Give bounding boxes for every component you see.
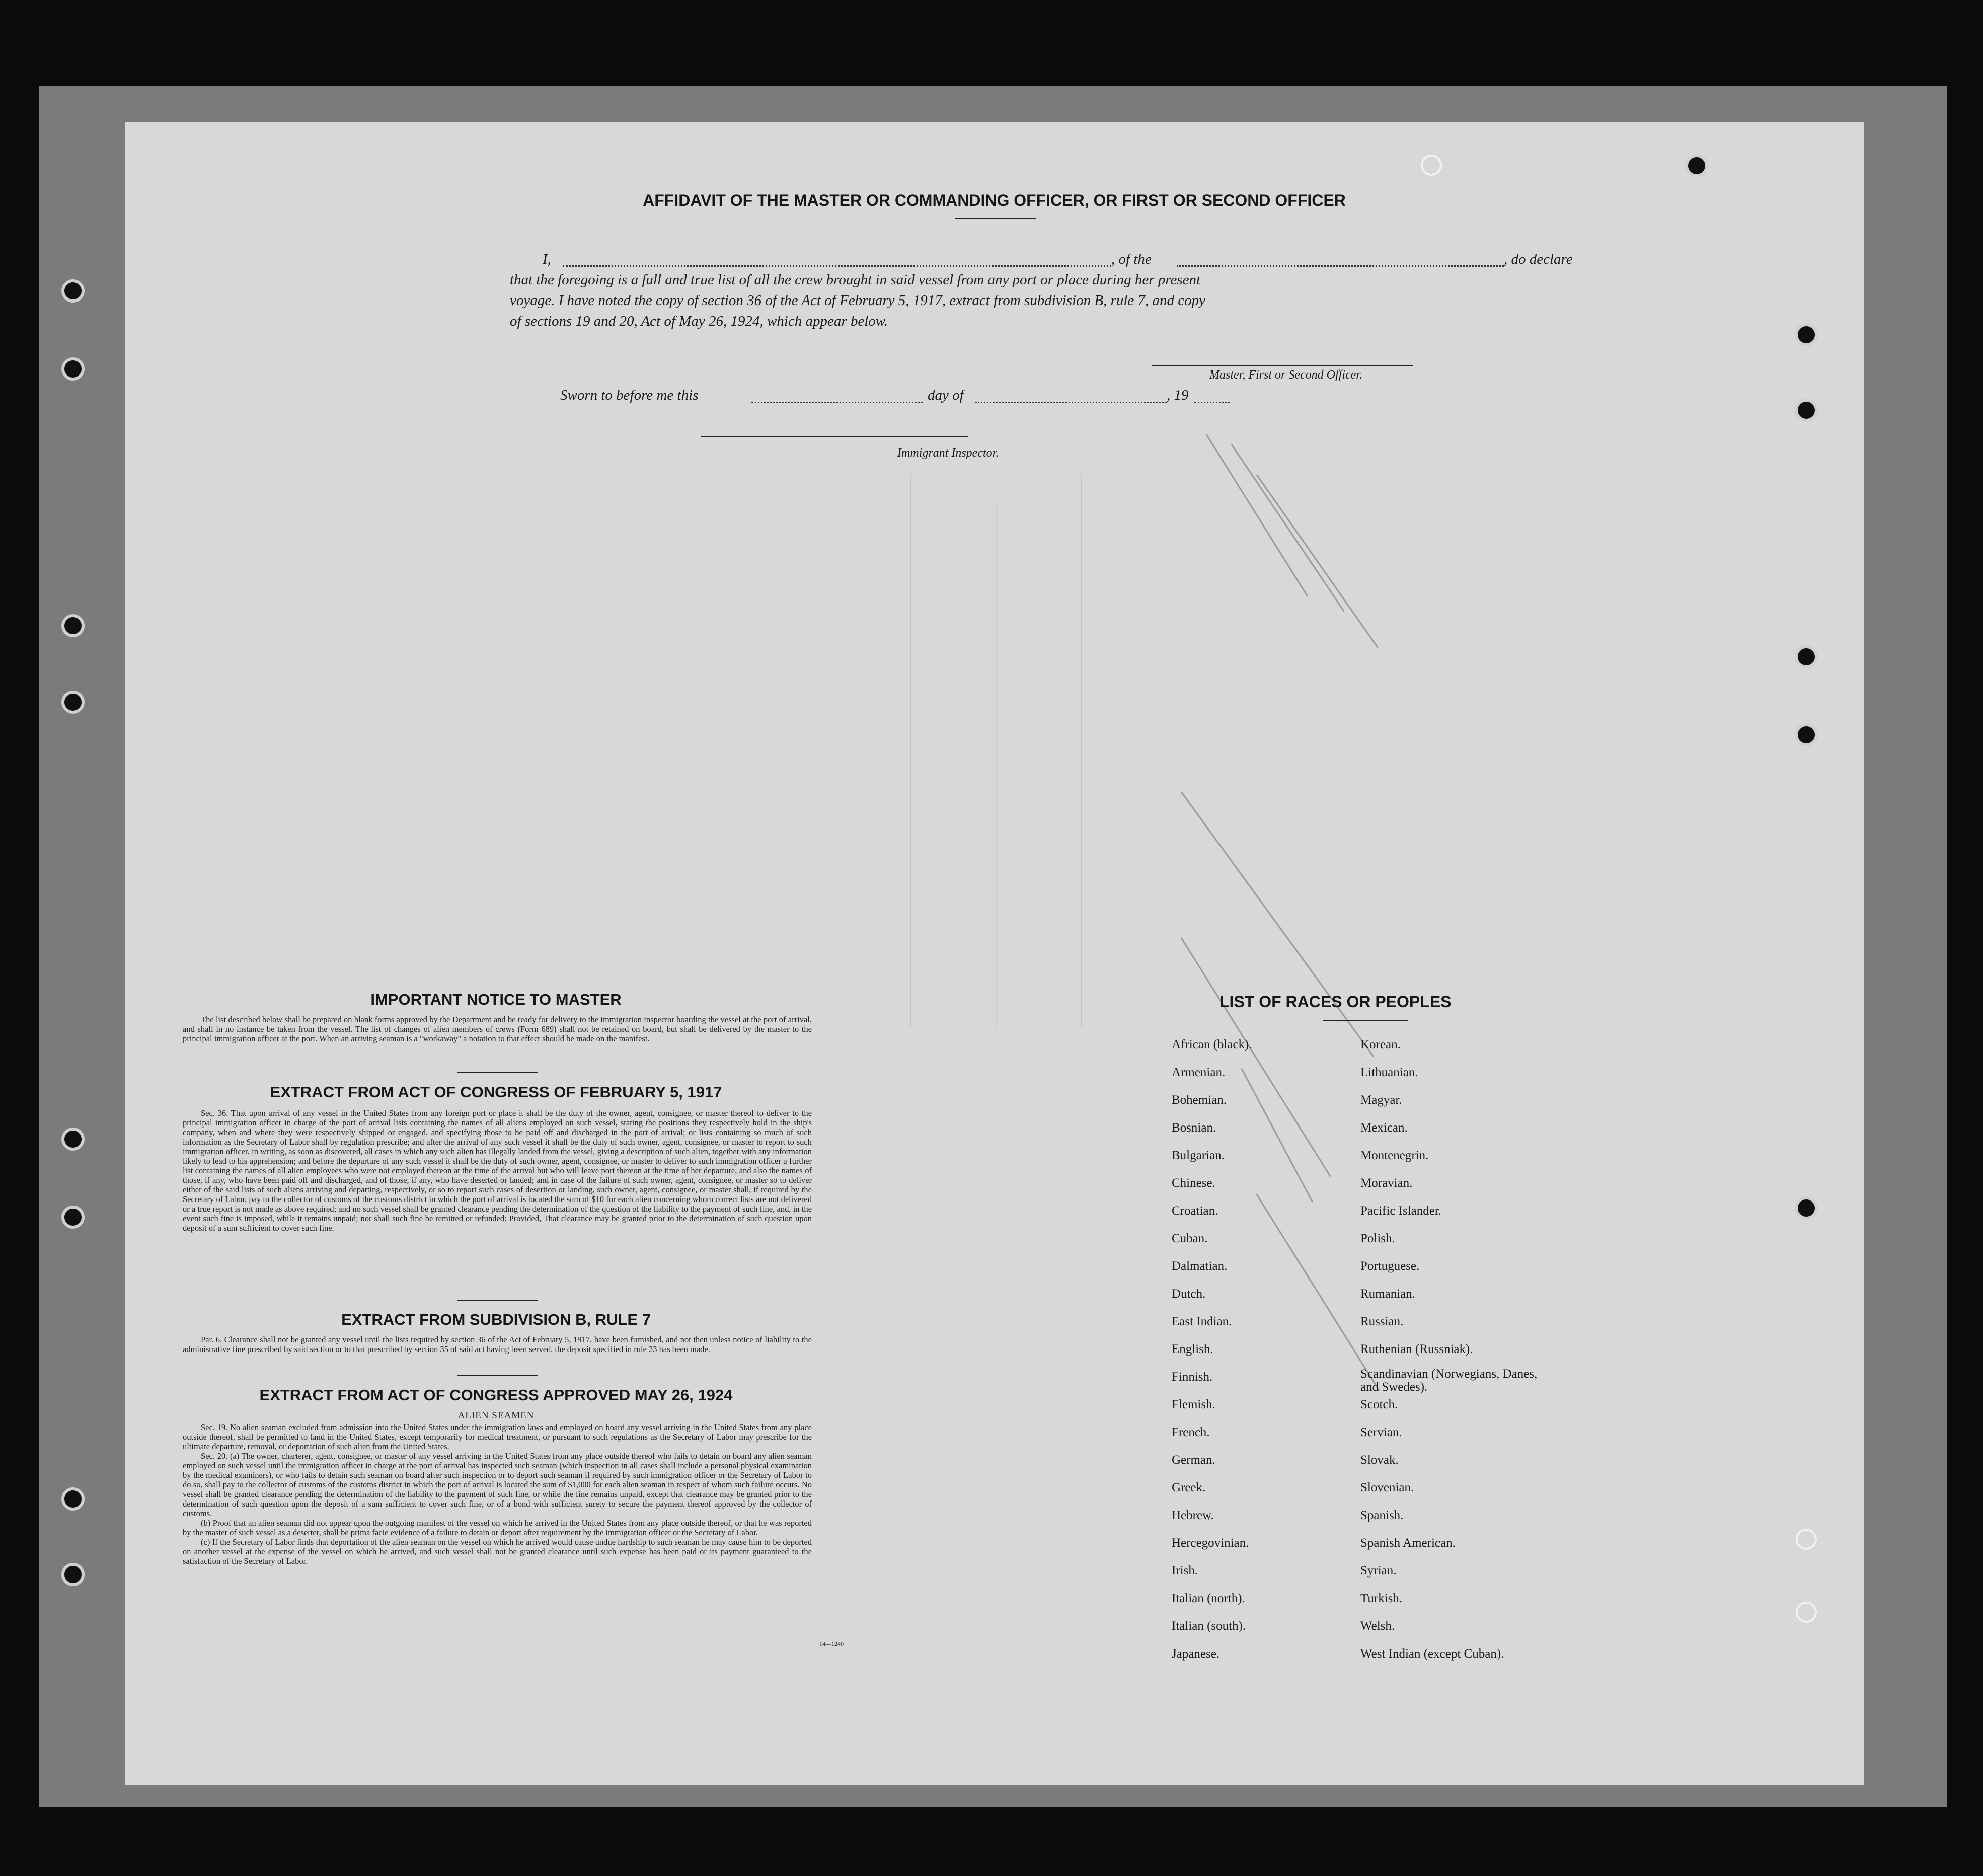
punch-hole (1795, 399, 1818, 422)
race-item: Cuban. (1172, 1232, 1208, 1245)
race-item: French. (1172, 1425, 1210, 1439)
race-item: Hercegovinian. (1172, 1536, 1249, 1550)
rule-7-text (183, 1335, 812, 1354)
sec-20a-paragraph: Sec. 20. (a) The owner, charterer, agent, consignee, or master of any vessel arriving in the United States from any place outside thereof who fails to detain on board any alien seaman employed on such vessel until the immigration officer in charge at the port of arrival has inspected such seaman (which inspection in all cases shall include a personal physical examination by the medical examiners), or who fails to detain such seaman on board after such inspection or to deport such seaman if required by such immigration officer or the Secretary of Labor to do so, shall pay to the collector of customs of the customs district in which the port of arrival is located the sum of $1,000 for each alien seaman in respect of whom such failure occurs. No vessel shall be granted clearance pending the determination of the liability to the payment of such fine, or while the fine remains unpaid, except that clearance may be granted prior to the determination of such question upon the deposit of a sum sufficient to cover such fine, or of a bond with sufficient surety to secure the payment thereof approved by the collector of customs. (183, 1451, 812, 1518)
race-item: Portuguese. (1360, 1259, 1420, 1273)
race-item: Turkish. (1360, 1592, 1403, 1605)
punch-hole (1795, 645, 1818, 668)
race-item: Bosnian. (1172, 1121, 1216, 1135)
punch-hole (1796, 1529, 1817, 1550)
vessel-blank (1177, 265, 1504, 267)
rule-7-title: EXTRACT FROM SUBDIVISION B, RULE 7 (341, 1311, 651, 1328)
master-signature-line (1152, 365, 1413, 366)
name-blank (563, 265, 1111, 267)
race-item: Hebrew. (1172, 1509, 1214, 1522)
sworn-day-of: day of (928, 387, 964, 403)
declaration-line-2: that the foregoing is a full and true list of all the crew brought in said vessel from any port or place during her present (510, 272, 1201, 288)
punch-hole (1795, 723, 1818, 746)
cancellation-stroke (1241, 1068, 1313, 1202)
section-rule (457, 1072, 538, 1073)
sworn-text: Sworn to before me this (560, 387, 699, 403)
race-item: German. (1172, 1453, 1215, 1467)
race-item: Korean. (1360, 1038, 1401, 1052)
race-item: Mexican. (1360, 1121, 1408, 1135)
race-item: Polish. (1360, 1232, 1395, 1245)
race-item: Slovenian. (1360, 1481, 1414, 1494)
sworn-year: , 19 (1167, 387, 1189, 403)
race-item: Finnish. (1172, 1370, 1213, 1384)
section-rule (457, 1300, 538, 1301)
binder-hole (61, 1206, 85, 1229)
bleed-through-line (996, 504, 997, 1028)
extract-1917-text (183, 1108, 812, 1233)
race-item: Dutch. (1172, 1287, 1206, 1301)
cancellation-stroke (1180, 937, 1331, 1177)
sworn-month-blank (975, 402, 1167, 403)
race-item: Lithuanian. (1360, 1066, 1418, 1079)
race-item: Italian (south). (1172, 1619, 1246, 1633)
race-item: Greek. (1172, 1481, 1206, 1494)
punch-hole (1795, 1196, 1818, 1220)
race-item: West Indian (except Cuban). (1360, 1647, 1504, 1661)
race-item: Rumanian. (1360, 1287, 1416, 1301)
affidavit-title: AFFIDAVIT OF THE MASTER OR COMMANDING OFFICER, OR FIRST OR SECOND OFFICER (643, 191, 1346, 209)
punch-hole (1796, 1602, 1817, 1623)
inspector-signature-label: Immigrant Inspector. (897, 446, 999, 460)
race-item: Welsh. (1360, 1619, 1395, 1633)
race-item: Spanish. (1360, 1509, 1404, 1522)
extract-1917-title: EXTRACT FROM ACT OF CONGRESS OF FEBRUARY 5, 1917 (270, 1083, 722, 1101)
binder-hole (61, 691, 85, 714)
declaration-line-4: of sections 19 and 20, Act of May 26, 1924, which appear below. (510, 313, 888, 329)
bleed-through-line (1081, 474, 1082, 1028)
race-item: Bohemian. (1172, 1093, 1227, 1107)
race-item: Servian. (1360, 1425, 1402, 1439)
notice-title: IMPORTANT NOTICE TO MASTER (370, 991, 622, 1008)
declaration-i: I, (543, 251, 551, 267)
section-rule (457, 1375, 538, 1376)
race-item: Armenian. (1172, 1066, 1226, 1079)
race-item: Spanish American. (1360, 1536, 1456, 1550)
sec-20c-paragraph: (c) If the Secretary of Labor finds that deportation of the alien seaman on the vessel on which he arrived would cause undue hardship to such seaman he may cause him to be deported on another vessel at the expense of the vessel on which he arrived, and such vessel shall not be granted clearance until such expense has been paid or its payment guaranteed to the satisfaction of the Secretary of Labor. (183, 1537, 812, 1566)
race-item: Scandinavian (Norwegians, Danes, and Swedes). (1360, 1367, 1538, 1394)
race-item: Bulgarian. (1172, 1149, 1225, 1162)
race-item: Flemish. (1172, 1398, 1215, 1411)
declaration-line-3: voyage. I have noted the copy of section 36 of the Act of February 5, 1917, extract from subdivision B, rule 7, and copy (510, 292, 1206, 309)
alien-seamen-heading: ALIEN SEAMEN (457, 1410, 535, 1421)
declaration-of-the: , of the (1111, 251, 1152, 267)
sworn-day-blank (751, 402, 923, 403)
extract-1924-title: EXTRACT FROM ACT OF CONGRESS APPROVED MAY 26, 1924 (259, 1386, 733, 1404)
form-number: 14—1240 (819, 1640, 844, 1647)
affidavit-sheet (125, 122, 1864, 1785)
sec-19-paragraph: Sec. 19. No alien seaman excluded from admission into the United States under the immigration laws and employed on board any vessel arriving in the United States from any place outside thereof, shall be permitted to land in the United States, except temporarily for medical treatment, or pursuant to such regulations as the Secretary of Labor may prescribe for the ultimate departure, removal, or deportation of such alien from the United States. (183, 1422, 812, 1451)
race-item: English. (1172, 1342, 1213, 1356)
sec-36-paragraph: Sec. 36. That upon arrival of any vessel in the United States from any foreign port or place it shall be the duty of the owner, agent, consignee, or master thereof to deliver to the principal immigration officer in charge of the port of arrival lists containing the names of all aliens employed on such vessel, stating the positions they respectively hold in the ship's company, when and where they were respectively shipped or engaged, and specifying those to be paid off and discharged in the port of arrival; or lists containing so much of such information as the Secretary of Labor shall by regulation prescribe; and after the arrival of any such vessel it shall be the duty of such owner, agent, consignee, or master to report to such immigration officer, in writing, as soon as discovered, all cases in which any such alien has illegally landed from the vessel, giving a description of such alien, together with any information likely to lead to his apprehension; and before the departure of any such vessel it shall be the duty of such owner, agent, consignee, or master to deliver to such immigration officer a further list containing the names of all alien employees who were not employed thereon at the time of the arrival but who will leave port thereon at the time of her departure, and also the names of those, if any, who have been paid off and discharged, and of those, if any, who have deserted or landed; and in case of the failure of such owner, agent, consignee, or master so to deliver either of the said lists of such aliens arriving and departing, respectively, or so to report such cases of desertion or landing, such owner, agent, consignee, or master shall, if required by the Secretary of Labor, pay to the collector of customs of the customs district in which the port of arrival is located the sum of $10 for each alien concerning whom correct lists are not delivered or a true report is not made as above required; and no such vessel shall be granted clearance pending the determination of the question of the liability to the payment of such fine, and, in the event such fine is imposed, while it remains unpaid; nor shall such fine be remitted or refunded: Provided, That clearance may be granted prior to the determination of such question upon deposit of a sum sufficient to cover such fine. (183, 1108, 812, 1233)
cancellation-stroke (1181, 791, 1374, 1057)
race-item: Italian (north). (1172, 1592, 1245, 1605)
race-item: Syrian. (1360, 1564, 1397, 1578)
race-item: Japanese. (1172, 1647, 1220, 1661)
race-item: Chinese. (1172, 1176, 1215, 1190)
par-6-paragraph: Par. 6. Clearance shall not be granted any vessel until the lists required by section 36 of the Act of February 5, 1917, have been furnished, and not then unless notice of liability to the administrative fine prescribed by said section or to that prescribed by section 35 of said act having been served, the deposit specified in rule 23 has been made. (183, 1335, 812, 1354)
inspector-signature-line (701, 436, 968, 437)
extract-1924-text (183, 1422, 812, 1566)
sworn-year-blank (1194, 402, 1230, 403)
races-title: LIST OF RACES OR PEOPLES (1219, 993, 1452, 1011)
cancellation-stroke (1205, 434, 1308, 597)
punch-hole (1685, 154, 1708, 177)
binder-hole (61, 357, 85, 381)
punch-hole (1795, 323, 1818, 346)
binder-hole (61, 1487, 85, 1511)
race-item: Irish. (1172, 1564, 1198, 1578)
binder-hole (61, 1563, 85, 1586)
title-rule (955, 218, 1036, 219)
notice-text (183, 1015, 812, 1043)
race-item: Ruthenian (Russniak). (1360, 1342, 1473, 1356)
cancellation-stroke (1231, 444, 1345, 612)
races-title-rule (1323, 1020, 1408, 1021)
cancellation-stroke (1256, 474, 1379, 648)
race-item: African (black). (1172, 1038, 1252, 1052)
master-signature-label: Master, First or Second Officer. (1209, 368, 1362, 382)
race-item: Scotch. (1360, 1398, 1398, 1411)
race-item: Magyar. (1360, 1093, 1402, 1107)
sec-20b-paragraph: (b) Proof that an alien seaman did not appear upon the outgoing manifest of the vessel on which he arrived in the United States from any place outside thereof, or that he was reported by the master of such vessel as a deserter, shall be prima facie evidence of a failure to detain or deport after requirement by the immigration officer or the Secretary of Labor. (183, 1518, 812, 1537)
race-item: Russian. (1360, 1315, 1404, 1328)
declaration-declare: , do declare (1504, 251, 1573, 267)
binder-hole (61, 279, 85, 303)
binder-hole (61, 1128, 85, 1151)
bleed-through-line (910, 474, 911, 1028)
binder-hole (61, 614, 85, 637)
punch-hole (1421, 155, 1442, 176)
race-item: Moravian. (1360, 1176, 1413, 1190)
notice-paragraph: The list described below shall be prepared on blank forms approved by the Department and be ready for delivery to the immigration inspector boarding the vessel at the port of arrival, and shall in no instance be taken from the vessel. The list of changes of alien members of crews (Form 689) shall not be retained on board, but shall be delivered by the master to the principal immigration officer at the port. When an arriving seaman is a "workaway" a notation to that effect should be made on the manifest. (183, 1015, 812, 1043)
race-item: Dalmatian. (1172, 1259, 1228, 1273)
race-item: Croatian. (1172, 1204, 1218, 1218)
race-item: Pacific Islander. (1360, 1204, 1442, 1218)
race-item: Montenegrin. (1360, 1149, 1429, 1162)
race-item: East Indian. (1172, 1315, 1232, 1328)
race-item: Slovak. (1360, 1453, 1399, 1467)
